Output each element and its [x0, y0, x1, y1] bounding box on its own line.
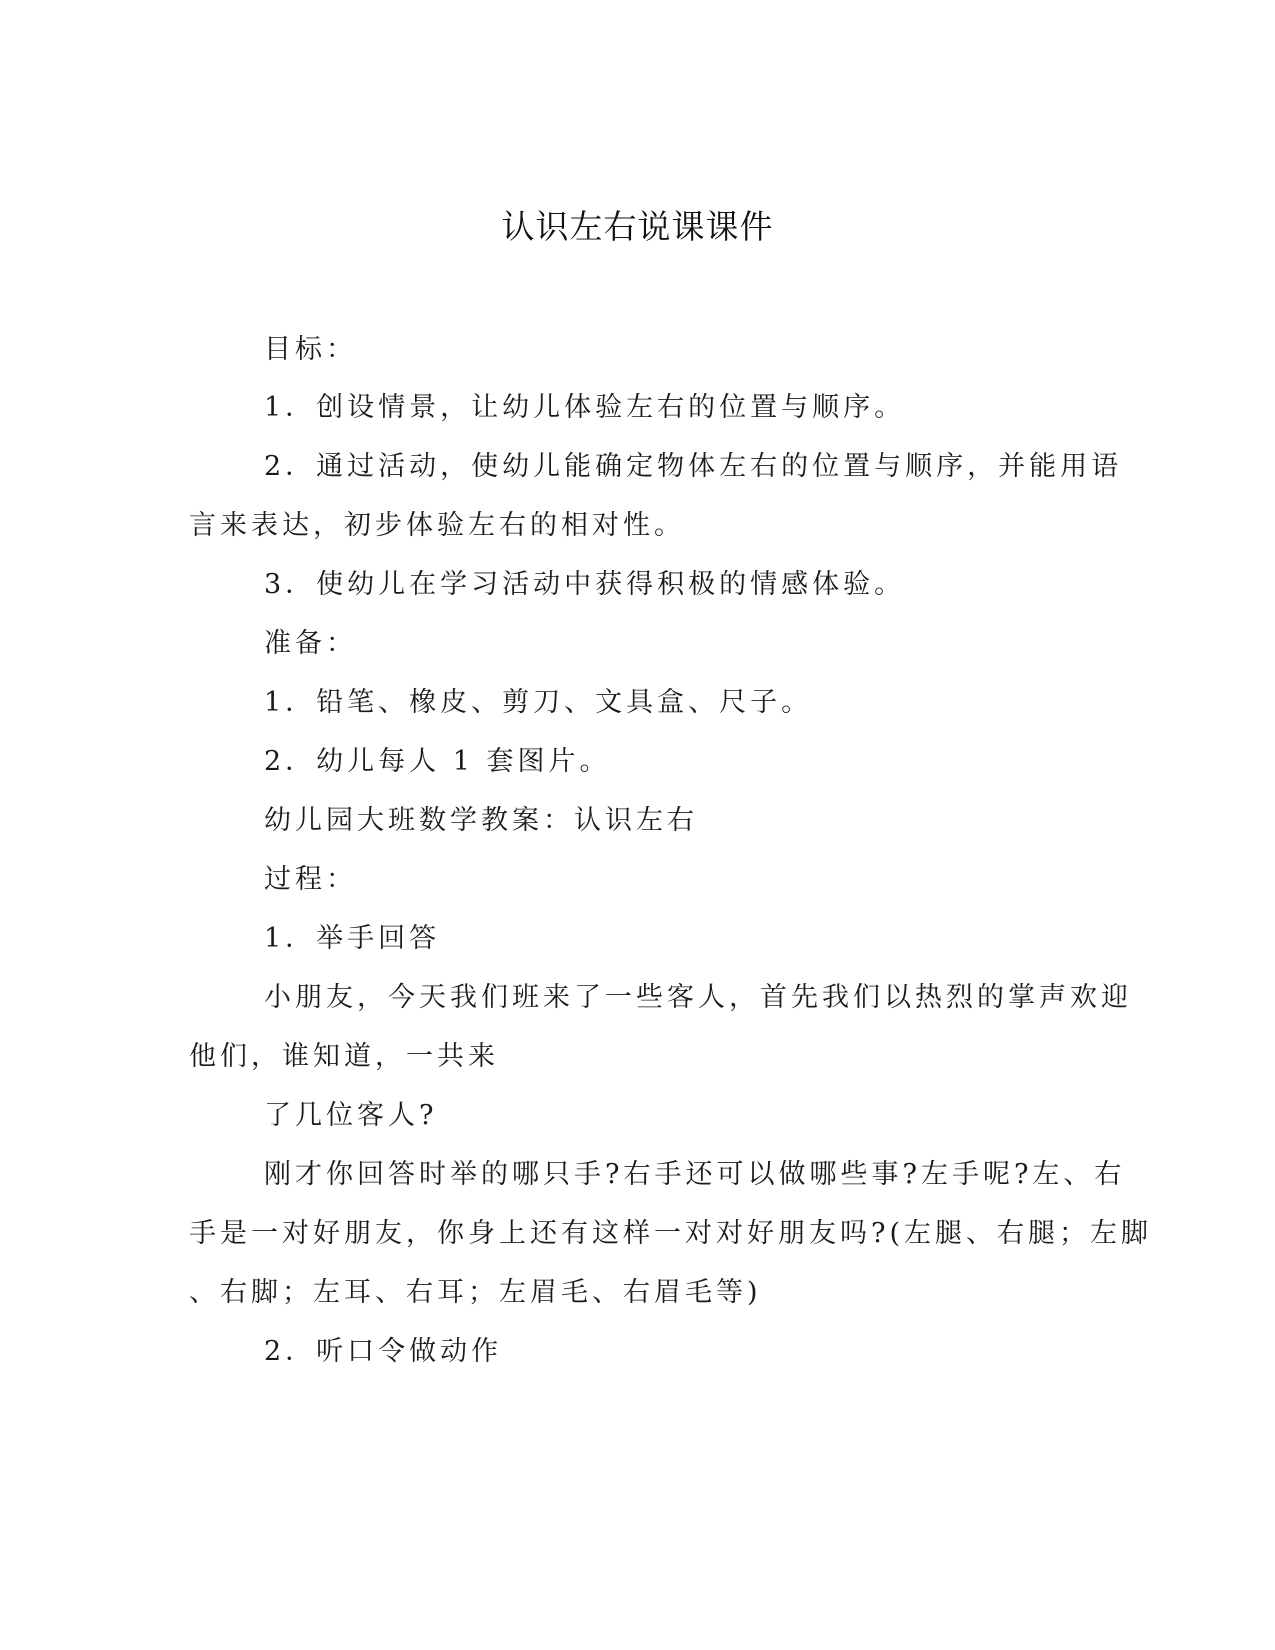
paragraph-line: 了几位客人? — [264, 1100, 438, 1131]
paragraph-line: 手是一对好朋友，你身上还有这样一对对好朋友吗?(左腿、右腿；左脚 — [189, 1218, 1153, 1249]
document-title: 认识左右说课课件 — [501, 207, 774, 246]
paragraph-line: 、右脚；左耳、右耳；左眉毛、右眉毛等) — [189, 1277, 762, 1308]
preparation-item-2: 2．幼儿每人 1 套图片。 — [264, 746, 611, 777]
heading-preparation: 准备： — [264, 628, 357, 659]
process-step-1: 1．举手回答 — [264, 923, 441, 954]
goal-item-2-continued: 言来表达，初步体验左右的相对性。 — [189, 510, 685, 541]
heading-process: 过程： — [264, 864, 357, 895]
goal-item-1: 1．创设情景，让幼儿体验左右的位置与顺序。 — [264, 392, 906, 423]
goal-item-3: 3．使幼儿在学习活动中获得积极的情感体验。 — [264, 569, 906, 600]
paragraph-line: 小朋友，今天我们班来了一些客人，首先我们以热烈的掌声欢迎 — [264, 982, 1132, 1013]
paragraph-line: 刚才你回答时举的哪只手?右手还可以做哪些事?左手呢?左、右 — [264, 1159, 1126, 1190]
process-step-2: 2．听口令做动作 — [264, 1336, 503, 1367]
heading-goals: 目标： — [264, 334, 357, 365]
goal-item-2: 2．通过活动，使幼儿能确定物体左右的位置与顺序，并能用语 — [264, 451, 1123, 482]
preparation-item-1: 1．铅笔、橡皮、剪刀、文具盒、尺子。 — [264, 687, 813, 718]
subtitle-lesson-plan: 幼儿园大班数学教案：认识左右 — [264, 805, 698, 836]
paragraph-line: 他们，谁知道，一共来 — [189, 1041, 499, 1072]
